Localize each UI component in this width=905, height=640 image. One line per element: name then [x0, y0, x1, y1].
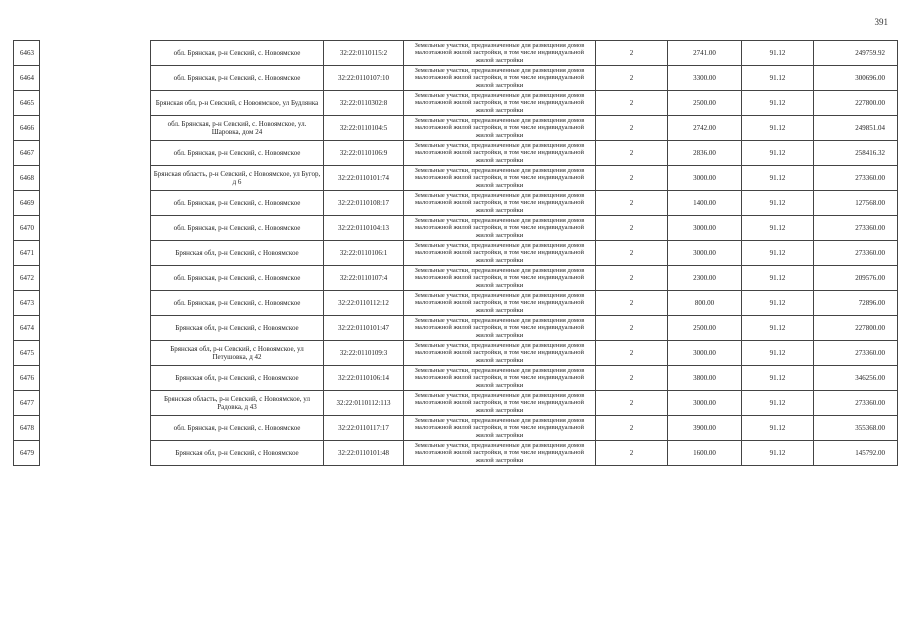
area-cell: 2500.00	[668, 316, 742, 341]
address-cell: обл. Брянская, р-н Севский, с. Новоямское	[151, 266, 324, 291]
group-cell: 2	[596, 166, 668, 191]
specific-value-cell: 91.12	[742, 166, 814, 191]
row-number-cell: 6475	[14, 341, 40, 366]
specific-value-cell: 91.12	[742, 41, 814, 66]
cadastral-number-cell: 32:22:0110302:8	[324, 91, 404, 116]
area-cell: 3800.00	[668, 366, 742, 391]
cadastral-value-cell: 273360.00	[814, 241, 898, 266]
land-use-cell: Земельные участки, предназначенные для размещения домов малоэтажной жилой застройки, в том числе индивидуальной жилой застройки	[404, 116, 596, 141]
land-use-cell: Земельные участки, предназначенные для размещения домов малоэтажной жилой застройки, в том числе индивидуальной жилой застройки	[404, 166, 596, 191]
specific-value-cell: 91.12	[742, 316, 814, 341]
row-number-cell: 6477	[14, 391, 40, 416]
cadastral-number-cell: 32:22:0110115:2	[324, 41, 404, 66]
land-use-cell: Земельные участки, предназначенные для размещения домов малоэтажной жилой застройки, в том числе индивидуальной жилой застройки	[404, 366, 596, 391]
group-cell: 2	[596, 291, 668, 316]
area-cell: 2300.00	[668, 266, 742, 291]
row-number-cell: 6469	[14, 191, 40, 216]
area-cell: 3000.00	[668, 216, 742, 241]
cadastral-number-cell: 32:22:0110108:17	[324, 191, 404, 216]
row-number-cell: 6463	[14, 41, 40, 66]
spacer-cell	[40, 166, 151, 191]
spacer-cell	[40, 91, 151, 116]
cadastral-value-cell: 249759.92	[814, 41, 898, 66]
row-number-cell: 6471	[14, 241, 40, 266]
area-cell: 3000.00	[668, 341, 742, 366]
row-number-cell: 6465	[14, 91, 40, 116]
area-cell: 2741.00	[668, 41, 742, 66]
spacer-cell	[40, 216, 151, 241]
row-number-cell: 6478	[14, 416, 40, 441]
address-cell: обл. Брянская, р-н Севский, с. Новоямское, ул. Шаровка, дом 24	[151, 116, 324, 141]
area-cell: 1400.00	[668, 191, 742, 216]
table-row	[14, 66, 898, 91]
row-number-cell: 6468	[14, 166, 40, 191]
address-cell: обл. Брянская, р-н Севский, с. Новоямское	[151, 141, 324, 166]
cadastral-value-cell: 227800.00	[814, 316, 898, 341]
cadastral-number-cell: 32:22:0110101:74	[324, 166, 404, 191]
row-number-cell: 6474	[14, 316, 40, 341]
area-cell: 3300.00	[668, 66, 742, 91]
specific-value-cell: 91.12	[742, 116, 814, 141]
table-row	[14, 266, 898, 291]
address-cell: обл. Брянская, р-н Севский, с. Новоямское	[151, 216, 324, 241]
cadastral-value-cell: 355368.00	[814, 416, 898, 441]
spacer-cell	[40, 141, 151, 166]
land-use-cell: Земельные участки, предназначенные для размещения домов малоэтажной жилой застройки, в том числе индивидуальной жилой застройки	[404, 341, 596, 366]
cadastral-value-cell: 273360.00	[814, 391, 898, 416]
table-row	[14, 391, 898, 416]
table-row	[14, 441, 898, 466]
specific-value-cell: 91.12	[742, 391, 814, 416]
address-cell: Брянская область, р-н Севский, с Новоямское, ул Радовка, д 43	[151, 391, 324, 416]
address-cell: Брянская обл, р-н Севский, с Новоямское, ул Будлянка	[151, 91, 324, 116]
group-cell: 2	[596, 341, 668, 366]
cadastral-value-cell: 145792.00	[814, 441, 898, 466]
table-row	[14, 341, 898, 366]
table-row	[14, 416, 898, 441]
specific-value-cell: 91.12	[742, 66, 814, 91]
cadastral-value-table	[13, 40, 898, 466]
cadastral-number-cell: 32:22:0110101:48	[324, 441, 404, 466]
group-cell: 2	[596, 241, 668, 266]
row-number-cell: 6473	[14, 291, 40, 316]
specific-value-cell: 91.12	[742, 441, 814, 466]
area-cell: 2836.00	[668, 141, 742, 166]
spacer-cell	[40, 241, 151, 266]
specific-value-cell: 91.12	[742, 141, 814, 166]
spacer-cell	[40, 41, 151, 66]
area-cell: 1600.00	[668, 441, 742, 466]
address-cell: Брянская обл, р-н Севский, с Новоямское, ул Петушовка, д 42	[151, 341, 324, 366]
table-row	[14, 116, 898, 141]
address-cell: обл. Брянская, р-н Севский, с. Новоямское	[151, 416, 324, 441]
cadastral-number-cell: 32:22:0110106:1	[324, 241, 404, 266]
table-row	[14, 316, 898, 341]
specific-value-cell: 91.12	[742, 291, 814, 316]
cadastral-number-cell: 32:22:0110112:113	[324, 391, 404, 416]
row-number-cell: 6472	[14, 266, 40, 291]
land-use-cell: Земельные участки, предназначенные для размещения домов малоэтажной жилой застройки, в том числе индивидуальной жилой застройки	[404, 316, 596, 341]
address-cell: Брянская обл, р-н Севский, с Новоямское	[151, 441, 324, 466]
specific-value-cell: 91.12	[742, 91, 814, 116]
cadastral-number-cell: 32:22:0110112:12	[324, 291, 404, 316]
group-cell: 2	[596, 366, 668, 391]
group-cell: 2	[596, 116, 668, 141]
spacer-cell	[40, 266, 151, 291]
table-row	[14, 241, 898, 266]
group-cell: 2	[596, 141, 668, 166]
cadastral-value-cell: 300696.00	[814, 66, 898, 91]
land-use-cell: Земельные участки, предназначенные для размещения домов малоэтажной жилой застройки, в том числе индивидуальной жилой застройки	[404, 266, 596, 291]
cadastral-value-cell: 227800.00	[814, 91, 898, 116]
group-cell: 2	[596, 316, 668, 341]
specific-value-cell: 91.12	[742, 266, 814, 291]
cadastral-value-cell: 127568.00	[814, 191, 898, 216]
specific-value-cell: 91.12	[742, 241, 814, 266]
land-use-cell: Земельные участки, предназначенные для размещения домов малоэтажной жилой застройки, в том числе индивидуальной жилой застройки	[404, 416, 596, 441]
address-cell: обл. Брянская, р-н Севский, с. Новоямское	[151, 291, 324, 316]
table-row	[14, 291, 898, 316]
address-cell: Брянская обл, р-н Севский, с Новоямское	[151, 316, 324, 341]
address-cell: обл. Брянская, р-н Севский, с. Новоямское	[151, 66, 324, 91]
table-row	[14, 191, 898, 216]
cadastral-number-cell: 32:22:0110117:17	[324, 416, 404, 441]
group-cell: 2	[596, 391, 668, 416]
spacer-cell	[40, 66, 151, 91]
row-number-cell: 6466	[14, 116, 40, 141]
table-row	[14, 41, 898, 66]
cadastral-number-cell: 32:22:0110101:47	[324, 316, 404, 341]
land-use-cell: Земельные участки, предназначенные для размещения домов малоэтажной жилой застройки, в том числе индивидуальной жилой застройки	[404, 191, 596, 216]
cadastral-number-cell: 32:22:0110107:4	[324, 266, 404, 291]
area-cell: 2500.00	[668, 91, 742, 116]
land-use-cell: Земельные участки, предназначенные для размещения домов малоэтажной жилой застройки, в том числе индивидуальной жилой застройки	[404, 216, 596, 241]
table-row	[14, 216, 898, 241]
table-row	[14, 166, 898, 191]
cadastral-value-cell: 346256.00	[814, 366, 898, 391]
group-cell: 2	[596, 191, 668, 216]
group-cell: 2	[596, 91, 668, 116]
cadastral-value-cell: 249851.04	[814, 116, 898, 141]
cadastral-value-cell: 273360.00	[814, 216, 898, 241]
cadastral-value-cell: 72896.00	[814, 291, 898, 316]
area-cell: 800.00	[668, 291, 742, 316]
address-cell: обл. Брянская, р-н Севский, с. Новоямское	[151, 41, 324, 66]
address-cell: Брянская обл, р-н Севский, с Новоямское	[151, 241, 324, 266]
land-use-cell: Земельные участки, предназначенные для размещения домов малоэтажной жилой застройки, в том числе индивидуальной жилой застройки	[404, 91, 596, 116]
land-use-cell: Земельные участки, предназначенные для размещения домов малоэтажной жилой застройки, в том числе индивидуальной жилой застройки	[404, 141, 596, 166]
area-cell: 3000.00	[668, 391, 742, 416]
cadastral-value-cell: 209576.00	[814, 266, 898, 291]
group-cell: 2	[596, 66, 668, 91]
land-use-cell: Земельные участки, предназначенные для размещения домов малоэтажной жилой застройки, в том числе индивидуальной жилой застройки	[404, 241, 596, 266]
address-cell: Брянская обл, р-н Севский, с Новоямское	[151, 366, 324, 391]
group-cell: 2	[596, 41, 668, 66]
spacer-cell	[40, 191, 151, 216]
area-cell: 3000.00	[668, 241, 742, 266]
table-body	[14, 41, 898, 466]
spacer-cell	[40, 291, 151, 316]
cadastral-number-cell: 32:22:0110104:13	[324, 216, 404, 241]
spacer-cell	[40, 391, 151, 416]
group-cell: 2	[596, 216, 668, 241]
cadastral-number-cell: 32:22:0110107:10	[324, 66, 404, 91]
address-cell: обл. Брянская, р-н Севский, с. Новоямское	[151, 191, 324, 216]
group-cell: 2	[596, 416, 668, 441]
cadastral-number-cell: 32:22:0110109:3	[324, 341, 404, 366]
page-number: 391	[874, 17, 888, 27]
cadastral-value-cell: 273360.00	[814, 341, 898, 366]
row-number-cell: 6464	[14, 66, 40, 91]
row-number-cell: 6476	[14, 366, 40, 391]
spacer-cell	[40, 341, 151, 366]
land-use-cell: Земельные участки, предназначенные для размещения домов малоэтажной жилой застройки, в том числе индивидуальной жилой застройки	[404, 66, 596, 91]
cadastral-number-cell: 32:22:0110106:14	[324, 366, 404, 391]
spacer-cell	[40, 366, 151, 391]
land-use-cell: Земельные участки, предназначенные для размещения домов малоэтажной жилой застройки, в том числе индивидуальной жилой застройки	[404, 441, 596, 466]
address-cell: Брянская область, р-н Севский, с Новоямское, ул Бугор, д 6	[151, 166, 324, 191]
cadastral-number-cell: 32:22:0110104:5	[324, 116, 404, 141]
specific-value-cell: 91.12	[742, 366, 814, 391]
row-number-cell: 6470	[14, 216, 40, 241]
land-use-cell: Земельные участки, предназначенные для размещения домов малоэтажной жилой застройки, в том числе индивидуальной жилой застройки	[404, 41, 596, 66]
row-number-cell: 6479	[14, 441, 40, 466]
cadastral-value-cell: 273360.00	[814, 166, 898, 191]
spacer-cell	[40, 441, 151, 466]
specific-value-cell: 91.12	[742, 341, 814, 366]
cadastral-number-cell: 32:22:0110106:9	[324, 141, 404, 166]
area-cell: 3000.00	[668, 166, 742, 191]
row-number-cell: 6467	[14, 141, 40, 166]
table-row	[14, 91, 898, 116]
land-use-cell: Земельные участки, предназначенные для размещения домов малоэтажной жилой застройки, в том числе индивидуальной жилой застройки	[404, 291, 596, 316]
group-cell: 2	[596, 441, 668, 466]
spacer-cell	[40, 116, 151, 141]
group-cell: 2	[596, 266, 668, 291]
area-cell: 2742.00	[668, 116, 742, 141]
cadastral-value-cell: 258416.32	[814, 141, 898, 166]
table-row	[14, 141, 898, 166]
table-row	[14, 366, 898, 391]
specific-value-cell: 91.12	[742, 416, 814, 441]
specific-value-cell: 91.12	[742, 191, 814, 216]
specific-value-cell: 91.12	[742, 216, 814, 241]
spacer-cell	[40, 316, 151, 341]
spacer-cell	[40, 416, 151, 441]
land-use-cell: Земельные участки, предназначенные для размещения домов малоэтажной жилой застройки, в том числе индивидуальной жилой застройки	[404, 391, 596, 416]
area-cell: 3900.00	[668, 416, 742, 441]
